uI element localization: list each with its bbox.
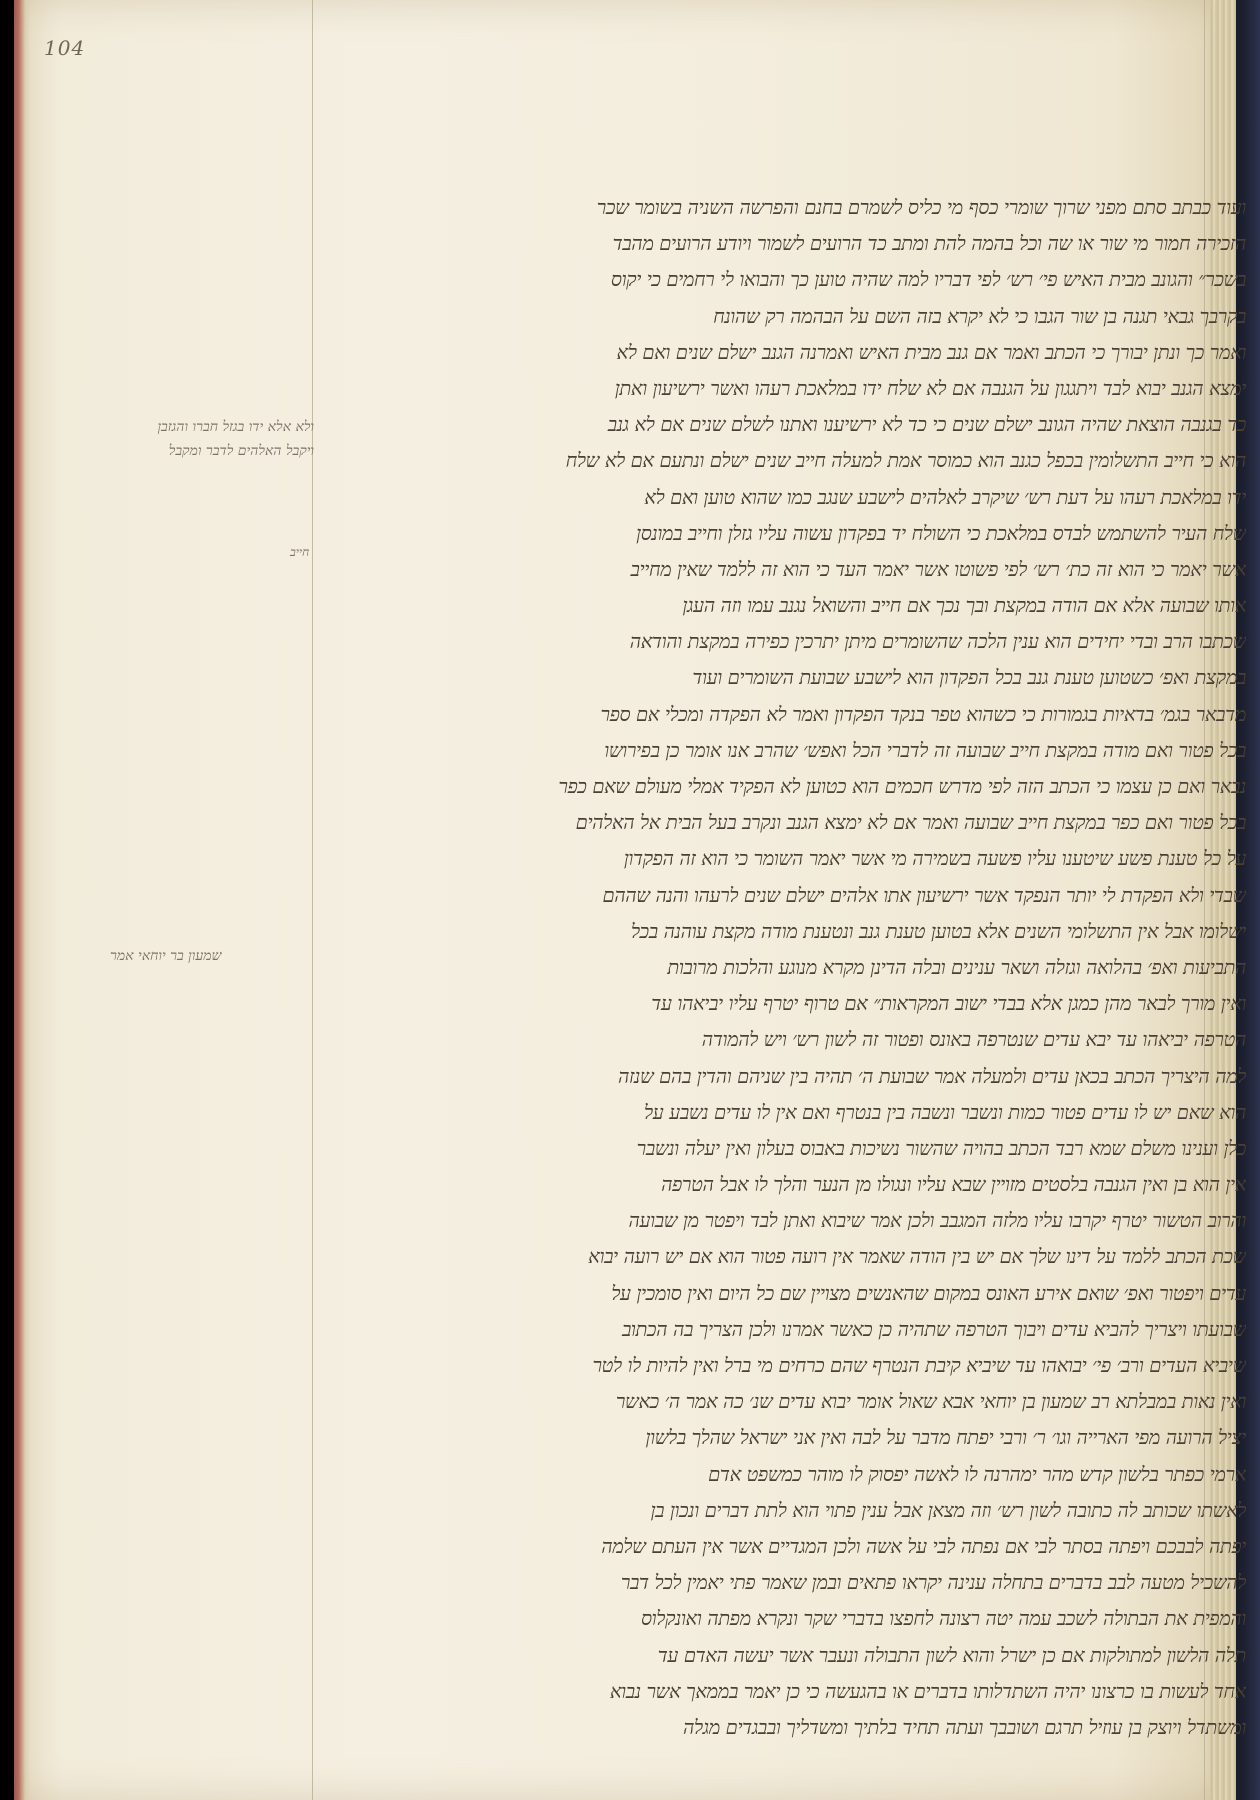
text-line: יציל הרועה מפי הארייה וגו׳ ר׳ ורבי יפתח מדבר על לבה ואין אני ישראל שהלך בלשון bbox=[645, 1426, 1246, 1450]
text-line: שבדי ולא הפקדת לי יותר הנפקד אשר ירשיעון אתו אלהים ישלם שנים לרעהו והנה שההם bbox=[602, 883, 1246, 907]
text-line: אין הוא בן ואין הגנבה בלסטים מזויין שבא עליו ונגולו מן הנער והלך לו אבל הטרפה bbox=[661, 1173, 1246, 1197]
text-line: הוא כי חייב התשלומין בכפל כגנב הוא כמוסר אמת למעלה חייב שנים ישלם ונתעם אם לא שלח bbox=[565, 449, 1246, 473]
text-line: להשכיל מטעה לבב בדברים בתחלה ענינה יקראו פתאים ובמן שאמר פתי יאמין לכל דבר bbox=[620, 1571, 1246, 1595]
text-line: ואין מורך לבאר מהן כמגן אלא בבדי ישוב המקראות״ אם טרוף יטרף עליו יביאהו עד bbox=[651, 992, 1246, 1016]
text-line: בקרבך גבאי תגנה בן שור הגבו כי לא יקרא בזה השם על הבהמה רק שהונח bbox=[713, 304, 1246, 328]
text-line: שלח העיר להשתמש לבדס במלאכת כי השולח יד בפקדון עשוה עליו גזלן וחייב במונסן bbox=[636, 521, 1246, 545]
text-line: כד בגנבה הוצאת שהיה הגונב ישלם שנים כי כד לא ירשיענו ואתנו לשלם שנים אם לא גנב bbox=[607, 413, 1246, 437]
text-line: ועוד כבתב סתם מפני שרוך שומרי כסף מי כליס לשמרם בחנם והפרשה השניה בשומר שכר bbox=[596, 196, 1246, 219]
margin-note-line: ולא אלא ידו בגזל חברו והגזבן bbox=[157, 419, 314, 435]
text-line: ימצא הגנב יבוא לבד ויתגגון על הגנבה אם לא שלח ידו במלאכת רעהו ואשר ירשיעון ואתן bbox=[614, 376, 1246, 400]
margin-note-line: ויקבל האלהים לדבר ומקבל bbox=[168, 443, 314, 459]
text-line: ואמר כך ונתן יבורך כי הכתב ואמר אם גנב מבית האיש ואמרנה הגנב ישלם שנים ואם לא bbox=[616, 340, 1246, 364]
text-line: שכת הכתב ללמד על דינו שלך אם יש בין הודה שאמר אין רועה פטור הוא אם יש רועה יבוא bbox=[588, 1245, 1246, 1269]
text-line: והמפית את הבתולה לשכב עמה יטה רצונה לחפצו בדברי שקר ונקרא מפתה ואונקלוס bbox=[640, 1607, 1246, 1631]
text-line: ישלומו אבל אין התשלומי השנים אלא בטוען טענת גנב ונטענת מודה מקצת עוהנה בכל bbox=[630, 919, 1246, 943]
text-line: על כל טענת פשע שיטענו עליו פשעה בשמירה מי אשר יאמר השומר כי הוא זה הפקדון bbox=[623, 847, 1246, 871]
page-edge-left bbox=[14, 0, 30, 1800]
text-line: למה היצריך הכתב בכאן עדים ולמעלה אמר שבועת ה׳ תהיה בין שניהם והדין בהם שנזה bbox=[617, 1064, 1246, 1088]
text-line: בשכר״ והגונב מבית האיש פי׳ רש׳ לפי דבריו למה שהיה טוען כך והבואו לי רחמים כי יקוס bbox=[610, 268, 1246, 292]
text-line: ואין נאות במבלתא רב שמעון בן יוחאי אבא שאול אומר יבוא עדים שנ׳ כה אמר ה׳ כאשר bbox=[615, 1390, 1246, 1414]
text-line: ידו במלאכת רעהו על דעת רש׳ שיקרב לאלהים לישבע שנגב כמו שהוא טוען ואם לא bbox=[644, 485, 1246, 509]
text-line: הזכירה חמור מי שור או שה וכל בהמה להת ומתב כד הרועים לשמור ויודע הרועים מהבד bbox=[612, 232, 1246, 256]
text-line: עדים ויפטור ואפ׳ שואם אירע האונס במקום שהאנשים מצויין שם כל היום ואין סומכין על bbox=[611, 1281, 1246, 1305]
text-line: והרוב הטשור יטרף יקרבו עליו מלזה המגבב ולכן אמר שיבוא ואתן לבד ויפטר מן שבועה bbox=[628, 1209, 1246, 1233]
margin-note-line: חייב bbox=[290, 545, 310, 559]
text-line: הטרפה יביאהו עד יבא עדים שנטרפה באונס ופטור זה לשון רש׳ ויש להמודה bbox=[701, 1028, 1246, 1052]
text-line: התביעות ואפ׳ בהלואה וגזלה ושאר ענינים ובלה הדינן מקרא מנוגע והלכות מרובות bbox=[667, 955, 1246, 979]
text-line: מדבאר בגמ׳ בדאיות בגמורות כי כשהוא טפר בנקד הפקדון ואמר לא הפקדה ומכלי אם ספר bbox=[600, 702, 1246, 726]
text-line: תלה הלשון למתולקות אם כן ישרל והוא לשון התבולה ונעבר אשר יעשה האדם עד bbox=[657, 1643, 1246, 1667]
text-line: שיביא העדים ורב׳ פי׳ יבואהו עד שיביא קיבת הנטרף שהם כרחים מי ברל ואין להיות לו לטר bbox=[592, 1354, 1246, 1377]
text-line: אחד לעשות בו כרצונו יהיה השתדלותו בדברים או בהגעשה כי כן יאמר בממאך אשר נבוא bbox=[609, 1679, 1246, 1703]
text-line: יפתה לבבכם ויפתה בסתר לבי אם נפתה לבי על אשה ולכן המגדיים אשר אין העתם שלמה bbox=[601, 1534, 1246, 1558]
text-line: שכתבו הרב ובדי יחידים הוא ענין הלכה שהשומרים מיתן יתרכין כפירה במקצת והודאה bbox=[629, 630, 1246, 654]
margin-note bbox=[110, 948, 221, 965]
margin-note bbox=[290, 545, 309, 560]
text-line: אשר יאמר כי הוא זה כת׳ רש׳ לפי פשוטו אשר יאמר העד כי הוא זה ללמד שאין מחייב bbox=[630, 557, 1246, 581]
text-line: ארמי כפתר בלשון קדש מהר ימהרנה לו לאשה יפסוק לו מוהר כמשפט אדם bbox=[708, 1462, 1246, 1486]
main-text-block bbox=[296, 190, 1246, 1739]
text-line: בכל פטור ואם מודה במקצת חייב שבועה זה לדברי הכל ואפש׳ שהרב אנו אומר כן בפירושו bbox=[604, 738, 1246, 762]
text-line: אותו שבועה אלא אם הודה במקצת ובך נכך אם חייב והשואל נגנב עמו וזה העגן bbox=[682, 594, 1246, 618]
margin-note bbox=[64, 415, 314, 463]
folio-number: 104 bbox=[44, 36, 86, 60]
text-line: הוא שאם יש לו עדים פטור כמות ונשבר ונשבה בין בנטרף ואם אין לו עדים נשבע על bbox=[644, 1100, 1246, 1124]
text-line: שבועתו ויצריך להביא עדים ויבוך הטרפה שתהיה כן כאשר אמרנו ולכן הצריך בה הכתוב bbox=[621, 1317, 1246, 1341]
text-line: נבאר ואם כן עצמו כי הכתב הזה לפי מדרש חכמים הוא כטוען לא הפקיד אמלי מעולם שאם כפר bbox=[558, 775, 1246, 798]
text-line: כלן וענינו משלם שמא רבד הכתב בהויה שהשור נשיכות באבוס בעלון ואין יעלה ונשבר bbox=[636, 1136, 1246, 1160]
text-line: לאשתו שכותב לה כתובה לשון רש׳ וזה מצאן אבל ענין פתוי הוא לתת דברים ונכון בן bbox=[650, 1498, 1246, 1522]
margin-note-line: שמעון בר יוחאי אמר bbox=[110, 948, 222, 964]
text-line: ומשתדל ויוצק בן עוזיל תרגם ושובבך ועתה תחיד בלתיך ומשדליך ובבגדים מגלה bbox=[682, 1715, 1246, 1739]
text-line: בכל פטור ואם כפר במקצת חייב שבועה ואמר אם לא ימצא הגנב ונקרב בעל הבית אל האלהים bbox=[575, 811, 1246, 835]
text-line: במקצת ואפ׳ כשטוען טענת גנב בכל הפקדון הוא לישבע שבועת השומרים ועוד bbox=[692, 666, 1246, 690]
